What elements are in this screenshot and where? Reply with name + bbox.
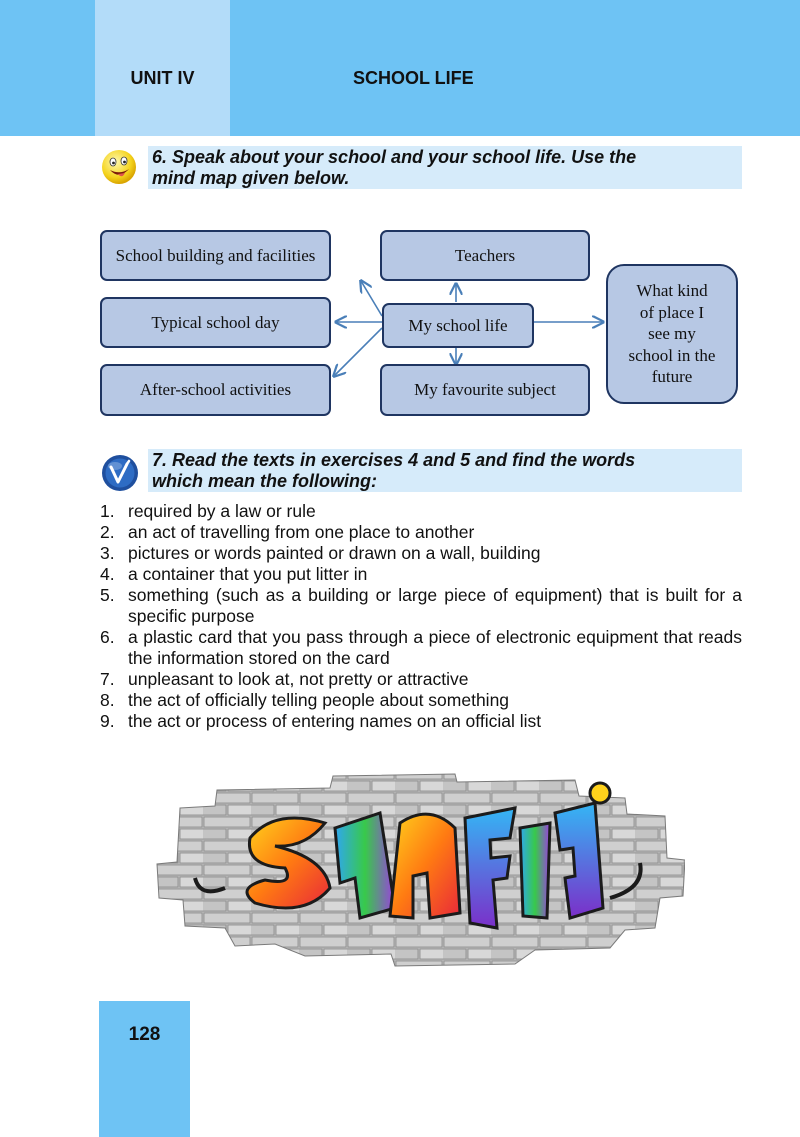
mind-map-school-building: School building and facilities <box>100 230 331 281</box>
definition-text: something (such as a building or large piece of equipment) that is built for a specific purpose <box>128 585 742 626</box>
definitions-list <box>100 501 742 732</box>
definition-number: 2. <box>100 522 115 542</box>
task-6-line-1: 6. Speak about your school and your school life. Use the <box>152 147 637 167</box>
mind-map-teachers: Teachers <box>380 230 590 281</box>
future-line: see my <box>648 324 696 344</box>
mind-map-after-school: After-school activities <box>100 364 331 416</box>
definition-text: the act or process of entering names on an official list <box>128 711 542 731</box>
future-line: What kind <box>636 281 708 301</box>
definition-item <box>100 585 742 627</box>
definition-number: 1. <box>100 501 115 521</box>
mind-map-typical-day: Typical school day <box>100 297 331 348</box>
task-7-heading <box>148 449 742 492</box>
graffiti-brick-wall-image <box>155 768 685 968</box>
definition-number: 4. <box>100 564 115 584</box>
future-line: school in the <box>628 345 716 365</box>
definition-text: the act of officially telling people about something <box>128 690 510 710</box>
definition-number: 9. <box>100 711 115 731</box>
definition-item <box>100 669 742 690</box>
mind-map-favourite-subject: My favourite subject <box>380 364 590 416</box>
section-title: SCHOOL LIFE <box>353 68 474 88</box>
definition-text: pictures or words painted or drawn on a wall, building <box>128 543 541 563</box>
definition-item <box>100 627 742 669</box>
definition-number: 6. <box>100 627 115 647</box>
mind-map-future <box>606 264 738 404</box>
definition-item <box>100 501 742 522</box>
definition-item <box>100 564 742 585</box>
mind-map-center: My school life <box>382 303 534 348</box>
future-line: future <box>651 367 693 387</box>
task-6-line-2: mind map given below. <box>152 168 350 188</box>
definition-number: 7. <box>100 669 115 689</box>
page-number-tab <box>99 1001 190 1137</box>
arrow-to-school-building <box>361 281 382 316</box>
definition-item <box>100 711 742 732</box>
unit-label: UNIT IV <box>130 68 195 88</box>
definition-text: an act of travelling from one place to another <box>128 522 475 542</box>
task-7-line-2: which mean the following: <box>152 471 377 491</box>
definition-number: 3. <box>100 543 115 563</box>
definition-text: unpleasant to look at, not pretty or attractive <box>128 669 469 689</box>
page-number: 128 <box>128 1024 161 1045</box>
definition-item <box>100 522 742 543</box>
definition-text: required by a law or rule <box>128 501 316 521</box>
future-line: of place I <box>639 302 705 322</box>
arrow-to-after-school <box>334 328 382 376</box>
definition-number: 8. <box>100 690 115 710</box>
definition-text: a plastic card that you pass through a piece of electronic equipment that reads the information stored on the card <box>128 627 742 668</box>
definition-item <box>100 543 742 564</box>
definition-number: 5. <box>100 585 115 605</box>
definition-text: a container that you put litter in <box>128 564 368 584</box>
definition-item <box>100 690 742 711</box>
vocabulary-icon <box>100 453 140 493</box>
task-7-line-1: 7. Read the texts in exercises 4 and 5 and find the words <box>152 450 636 470</box>
